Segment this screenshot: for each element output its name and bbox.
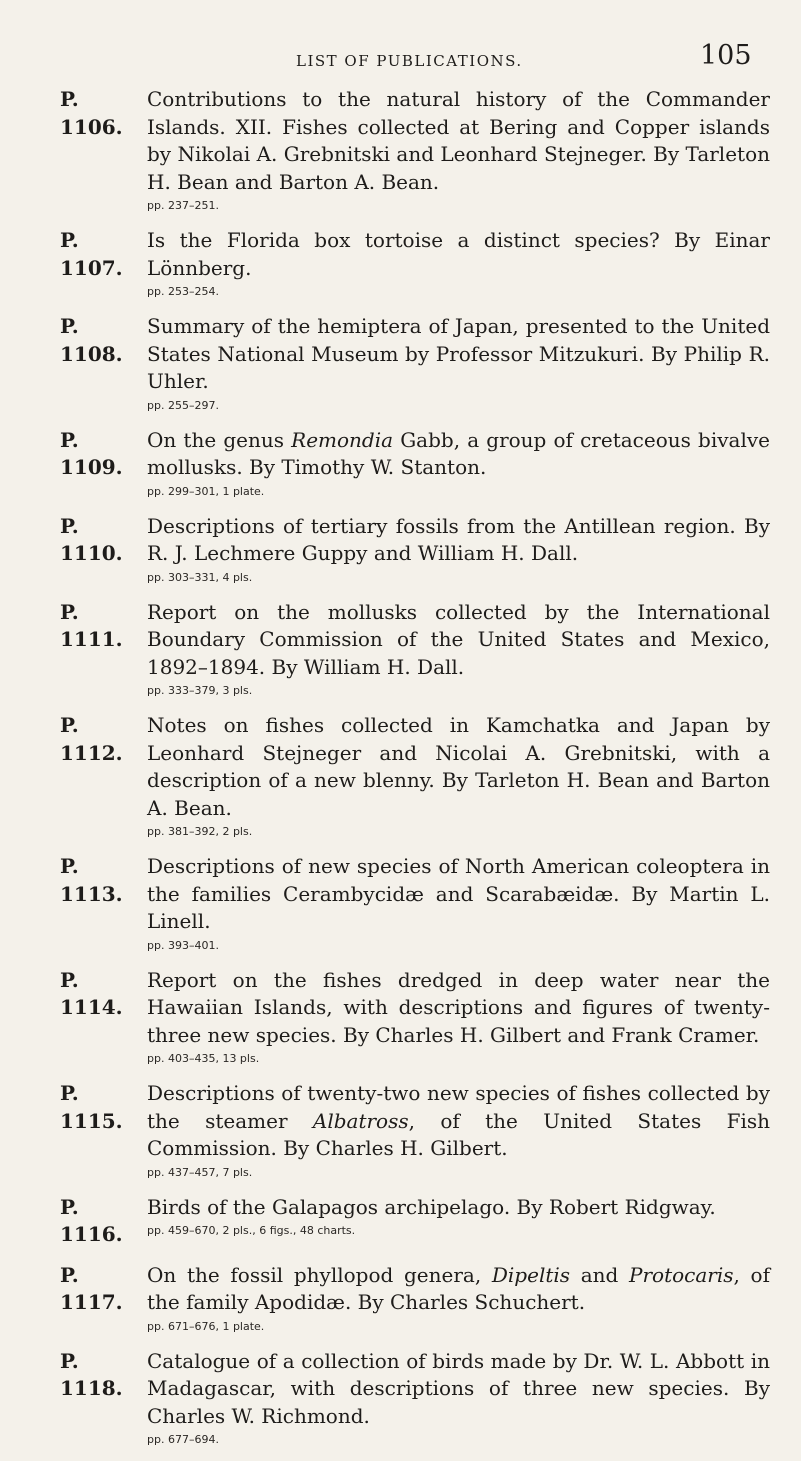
entry-number: P. 1107.	[60, 228, 123, 280]
publication-entry	[60, 853, 770, 954]
publication-entry	[60, 967, 770, 1068]
entry-text-part: Descriptions of twenty-two new species of fishes collected by the steamer	[147, 1081, 770, 1133]
publication-entry	[60, 513, 770, 586]
entry-text: Descriptions of new species of North American coleoptera in the families Cerambycidæ and Scarabæidæ. By Martin L. Linell.	[147, 854, 770, 933]
running-title: LIST OF PUBLICATIONS.	[296, 52, 523, 70]
entry-number: P. 1111.	[60, 599, 123, 651]
entry-text: Contributions to the natural history of the Commander Islands. XII. Fishes collected at Bering and Copper islands by Nikolai A. Grebnitski and Leonhard Stejneger. By Tarleton H. Bean and Barton A. Bean.	[147, 87, 770, 194]
entry-pages: pp. 303–331, 4 pls.	[147, 570, 253, 584]
entry-pages: pp. 255–297.	[147, 398, 219, 412]
entry-pages: pp. 677–694.	[147, 1433, 219, 1446]
publication-entry	[60, 427, 770, 500]
entry-pages: pp. 253–254.	[147, 285, 219, 298]
entry-text	[147, 1080, 770, 1163]
entry-text: Descriptions of tertiary fossils from the Antillean region. By R. J. Lechmere Guppy and William H. Dall.	[147, 513, 770, 565]
entry-number: P. 1110.	[60, 513, 123, 565]
entry-number: P. 1109.	[60, 427, 123, 479]
entry-number: P. 1106.	[60, 87, 123, 139]
entry-number: P. 1115.	[60, 1081, 123, 1133]
entry-text: Catalogue of a collection of birds made by Dr. W. L. Abbott in Madagascar, with descriptions of three new species. By Charles W. Richmond.	[147, 1348, 770, 1428]
entry-text	[147, 427, 770, 482]
entry-text: Birds of the Galapagos archipelago. By Robert Ridgway.	[147, 1194, 716, 1219]
vessel-name: Albatross	[312, 1108, 409, 1133]
publication-entry	[60, 227, 770, 300]
publication-entry	[60, 1262, 770, 1335]
entry-text-part: On the fossil phyllopod genera,	[147, 1262, 492, 1287]
publication-entry	[60, 86, 770, 214]
entry-text: Is the Florida box tortoise a distinct species? By Einar Lönnberg.	[147, 228, 770, 280]
entry-number: P. 1118.	[60, 1348, 123, 1400]
entry-pages: pp. 237–251.	[147, 199, 219, 212]
entry-number: P. 1108.	[60, 314, 123, 366]
publication-entry	[60, 712, 770, 840]
entry-pages: pp. 403–435, 13 pls.	[147, 1052, 260, 1065]
entry-pages: pp. 393–401.	[147, 938, 219, 952]
entry-pages: pp. 381–392, 2 pls.	[147, 825, 253, 838]
entry-text: Report on the fishes dredged in deep water near the Hawaiian Islands, with descriptions and figures of twenty-three new species. By Charles H. Gilbert and Frank Cramer.	[147, 967, 770, 1047]
entry-number: P. 1116.	[60, 1194, 123, 1246]
publication-entry	[60, 1080, 770, 1181]
entry-pages: pp. 671–676, 1 plate.	[147, 1319, 265, 1333]
genus-name: Dipeltis	[491, 1262, 571, 1287]
publication-entry	[60, 313, 770, 414]
publication-list	[60, 86, 770, 1461]
entry-text	[147, 1262, 770, 1317]
entry-text-part: and	[570, 1262, 630, 1287]
publication-entry	[60, 599, 770, 700]
genus-name: Protocaris	[629, 1262, 734, 1287]
genus-name: Remondia	[291, 427, 394, 452]
entry-number: P. 1112.	[60, 713, 123, 765]
entry-text-part: , of the United States Fish Commission. By Charles H. Gilbert.	[147, 1108, 770, 1160]
entry-number: P. 1117.	[60, 1262, 123, 1314]
entry-pages: pp. 333–379, 3 pls.	[147, 684, 253, 697]
entry-number: P. 1113.	[60, 854, 123, 906]
publication-entry	[60, 1348, 770, 1449]
page-number: 105	[700, 40, 752, 71]
entry-text: Report on the mollusks collected by the International Boundary Commission of the United States and Mexico, 1892–1894. By William H. Dall.	[147, 599, 770, 679]
entry-pages: pp. 299–301, 1 plate.	[147, 484, 265, 498]
entry-text: Summary of the hemiptera of Japan, presented to the United States National Museum by Professor Mitzukuri. By Philip R. Uhler.	[147, 314, 770, 393]
entry-number: P. 1114.	[60, 967, 123, 1019]
entry-text-part: On the genus	[147, 427, 292, 452]
entry-pages: pp. 459–670, 2 pls., 6 figs., 48 charts.	[147, 1224, 356, 1237]
running-header	[0, 40, 801, 74]
entry-text-part: Gabb, a group of cretaceous bivalve mollusks. By Timothy W. Stanton.	[147, 427, 770, 479]
entry-pages: pp. 437–457, 7 pls.	[147, 1165, 253, 1179]
entry-text: Notes on fishes collected in Kamchatka and Japan by Leonhard Stejneger and Nicolai A. Grebnitski, with a description of a new blenny. By Tarleton H. Bean and Barton A. Bean.	[147, 713, 770, 820]
entry-text-part: , of the family Apodidæ. By Charles Schuchert.	[147, 1262, 770, 1314]
publication-entry	[60, 1194, 770, 1249]
